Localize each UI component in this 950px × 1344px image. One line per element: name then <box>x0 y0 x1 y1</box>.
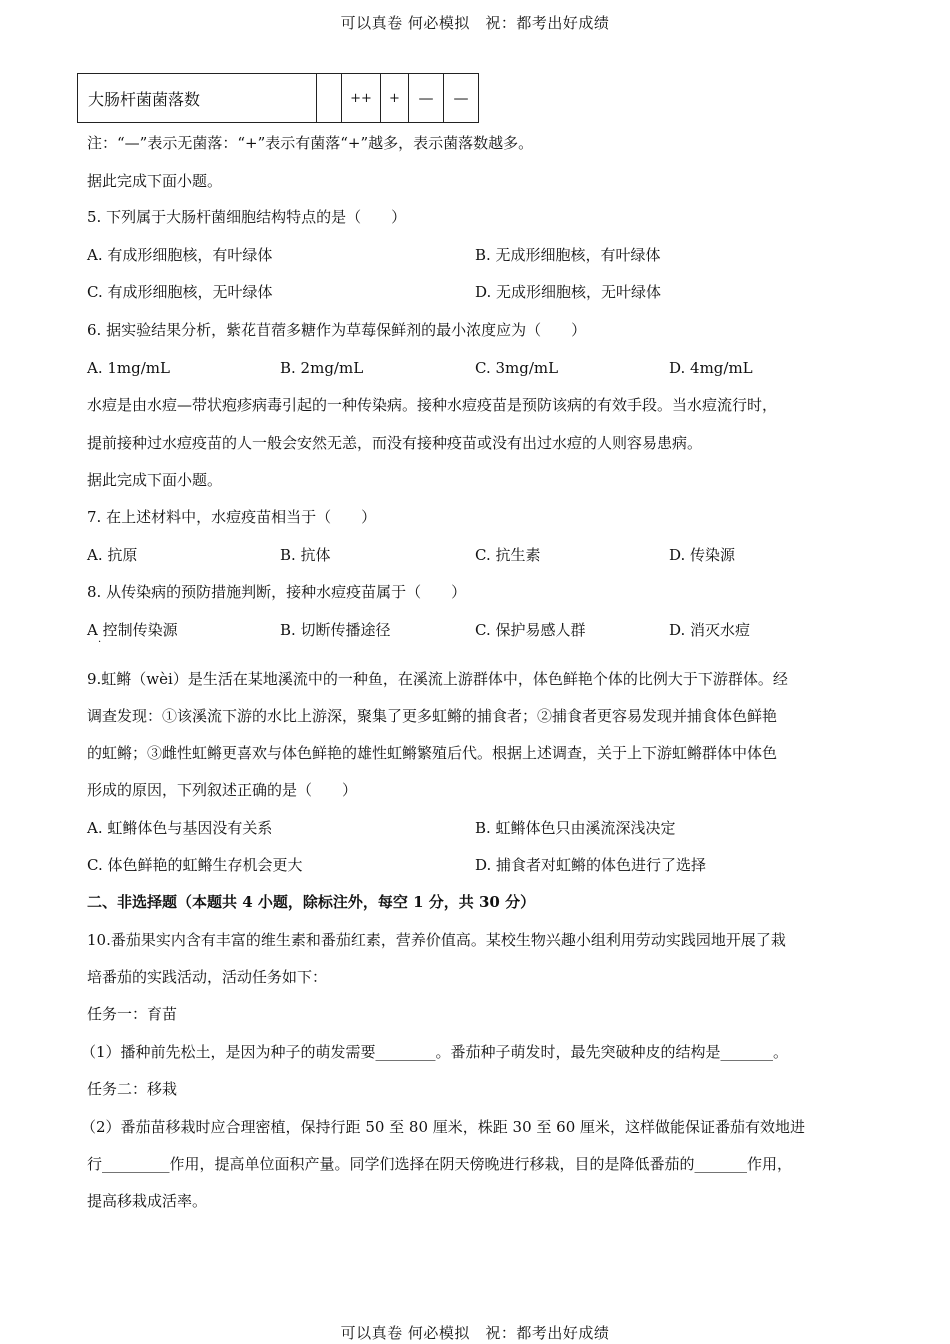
question-10-part-1: （1）播种前先松土，是因为种子的萌发需要________。番茄种子萌发时，最先突破种皮的结构是_______。 <box>81 1043 789 1061</box>
q5-option-a: A. 有成形细胞核，有叶绿体 <box>87 246 273 264</box>
q8-option-b: B. 切断传播途径 <box>280 621 391 639</box>
question-10-line: 10.番茄果实内含有丰富的维生素和番茄红素，营养价值高。某校生物兴趣小组利用劳动实践园地开展了栽 <box>87 931 786 949</box>
q7-option-d: D. 传染源 <box>669 546 736 564</box>
q8-option-c: C. 保护易感人群 <box>475 621 586 639</box>
table-note: 注：“—”表示无菌落：“+”表示有菌落“+”越多，表示菌落数越多。 <box>87 134 534 152</box>
question-10-part-2: 提高移栽成活率。 <box>87 1192 208 1210</box>
material-line: 提前接种过水痘疫苗的人一般会安然无恙，而没有接种疫苗或没有出过水痘的人则容易患病。 <box>87 434 703 452</box>
stray-dot: · <box>98 637 102 648</box>
page-footer: 可以真卷 何必模拟 祝：都考出好成绩 <box>340 1324 610 1342</box>
q9-option-b: B. 虹鳉体色只由溪流深浅决定 <box>475 819 676 837</box>
q9-option-a: A. 虹鳉体色与基因没有关系 <box>87 819 273 837</box>
q6-option-d: D. 4mg/mL <box>669 359 753 377</box>
question-6-stem: 6. 据实验结果分析，紫花苜蓿多糖作为草莓保鲜剂的最小浓度应为（ ） <box>87 321 587 339</box>
table-cell <box>317 74 342 123</box>
section-heading: 二、非选择题（本题共 4 小题，除标注外，每空 1 分，共 30 分） <box>87 893 536 911</box>
table-cell: — <box>409 74 444 123</box>
q8-option-d: D. 消灭水痘 <box>669 621 751 639</box>
table-cell: ++ <box>342 74 381 123</box>
task-heading: 任务二：移栽 <box>87 1080 178 1098</box>
q7-option-c: C. 抗生素 <box>475 546 541 564</box>
question-9-line: 的虹鳉；③雌性虹鳉更喜欢与体色鲜艳的雄性虹鳉繁殖后代。根据上述调查，关于上下游虹鳉群体中体色 <box>87 744 778 762</box>
q6-option-a: A. 1mg/mL <box>87 359 170 377</box>
q6-option-c: C. 3mg/mL <box>475 359 559 377</box>
q5-option-c: C. 有成形细胞核，无叶绿体 <box>87 283 273 301</box>
q8-option-a: A 控制传染源 <box>87 621 178 639</box>
table-cell: — <box>444 74 479 123</box>
lead-text: 据此完成下面小题。 <box>87 172 223 190</box>
colony-count-table <box>77 73 479 123</box>
question-9-line: 形成的原因，下列叙述正确的是（ ） <box>87 781 358 799</box>
question-10-line: 培番茄的实践活动，活动任务如下： <box>87 968 328 986</box>
question-9-line: 调查发现：①该溪流下游的水比上游深，聚集了更多虹鳉的捕食者；②捕食者更容易发现并捕食体色鲜艳 <box>87 707 778 725</box>
page-header: 可以真卷 何必模拟 祝：都考出好成绩 <box>340 14 610 32</box>
lead-text: 据此完成下面小题。 <box>87 471 223 489</box>
q5-option-b: B. 无成形细胞核，有叶绿体 <box>475 246 661 264</box>
material-line: 水痘是由水痘—带状疱疹病毒引起的一种传染病。接种水痘疫苗是预防该病的有效手段。当水痘流行时， <box>87 396 778 414</box>
question-9-line: 9.虹鳉（wèi）是生活在某地溪流中的一种鱼，在溪流上游群体中，体色鲜艳个体的比例大于下游群体。经 <box>87 670 788 688</box>
table-cell: + <box>381 74 409 123</box>
q7-option-b: B. 抗体 <box>280 546 331 564</box>
table-row-label: 大肠杆菌菌落数 <box>78 74 317 123</box>
question-10-part-2: 行_________作用，提高单位面积产量。同学们选择在阴天傍晚进行移栽，目的是降低番茄的_______作用， <box>87 1155 793 1173</box>
question-8-stem: 8. 从传染病的预防措施判断，接种水痘疫苗属于（ ） <box>87 583 467 601</box>
table-row <box>78 74 479 123</box>
task-heading: 任务一：育苗 <box>87 1005 178 1023</box>
question-7-stem: 7. 在上述材料中，水痘疫苗相当于（ ） <box>87 508 377 526</box>
q9-option-c: C. 体色鲜艳的虹鳉生存机会更大 <box>87 856 303 874</box>
q6-option-b: B. 2mg/mL <box>280 359 364 377</box>
question-10-part-2: （2）番茄苗移栽时应合理密植，保持行距 50 至 80 厘米，株距 30 至 60 厘米，这样做能保证番茄有效地进 <box>81 1118 806 1136</box>
q9-option-d: D. 捕食者对虹鳉的体色进行了选择 <box>475 856 707 874</box>
question-5-stem: 5. 下列属于大肠杆菌细胞结构特点的是（ ） <box>87 208 407 226</box>
q7-option-a: A. 抗原 <box>87 546 138 564</box>
q5-option-d: D. 无成形细胞核，无叶绿体 <box>475 283 662 301</box>
